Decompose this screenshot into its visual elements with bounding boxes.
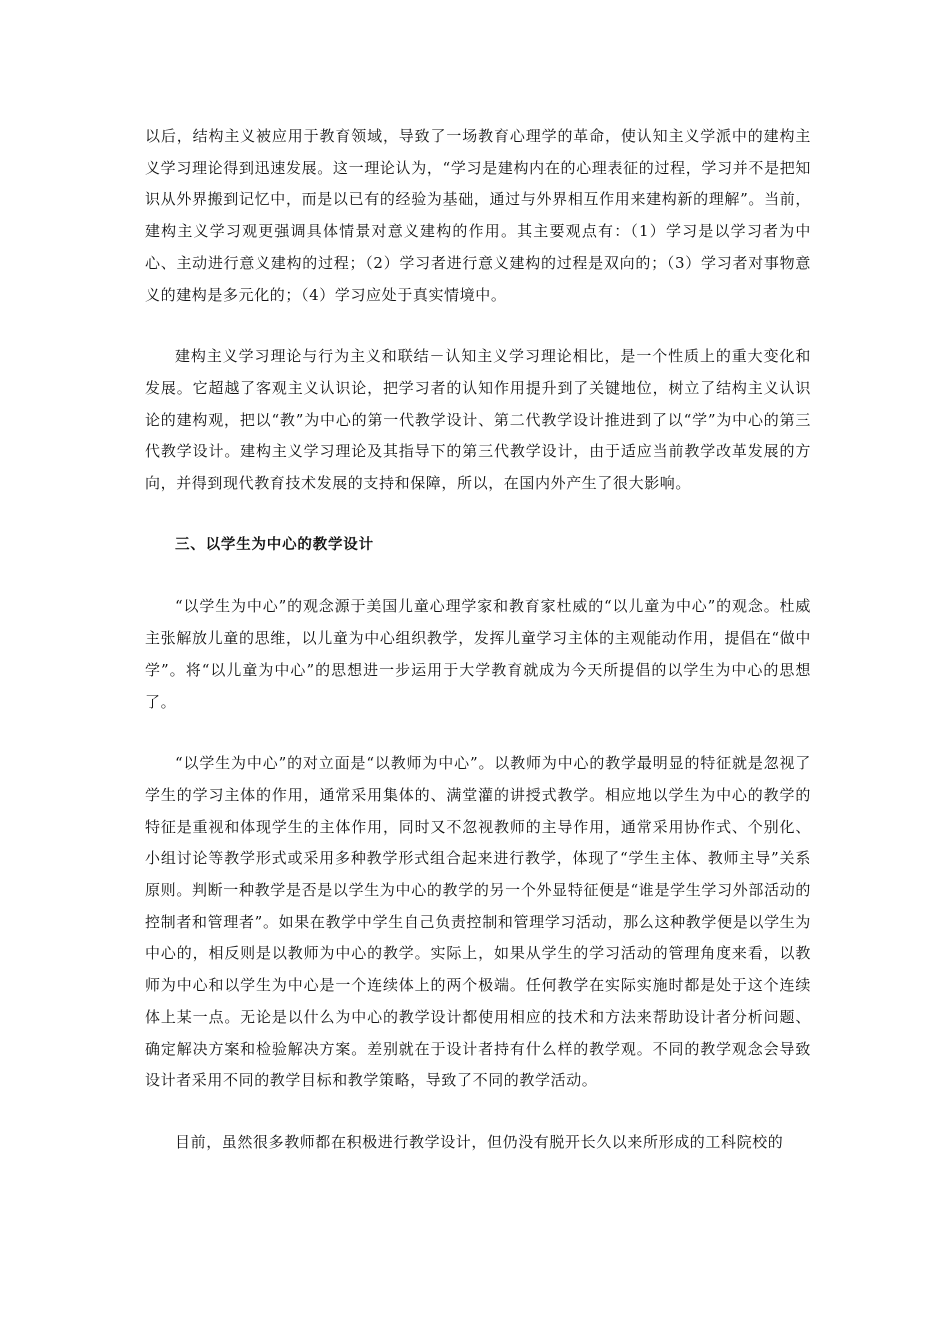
paragraph-current-situation: 目前，虽然很多教师都在积极进行教学设计，但仍没有脱开长久以来所形成的工科院校的 xyxy=(175,1132,784,1151)
document-body xyxy=(145,121,811,1189)
paragraph-teacher-vs-student-centered: “以学生为中心”的对立面是“以教师为中心”。以教师为中心的教学最明显的特征就是忽视了学生的学习主体的作用，通常采用集体的、满堂灌的讲授式教学。相应地以学生为中心的教学的特征是重视和体现学生的主体作用，同时又不忽视教师的主导作用，通常采用协作式、个别化、小组讨论等教学形式或采用多种教学形式组合起来进行教学，体现了“学生主体、教师主导”关系原则。判断一种教学是否是以学生为中心的教学的另一个外显特征便是“谁是学生学习外部活动的控制者和管理者”。如果在教学中学生自己负责控制和管理学习活动，那么这种教学便是以学生为中心的，相反则是以教师为中心的教学。实际上，如果从学生的学习活动的管理角度来看，以教师为中心和以学生为中心是一个连续体上的两个极端。任何教学在实际实施时都是处于这个连续体上某一点。无论是以什么为中心的教学设计都使用相应的技术和方法来帮助设计者分析问题、确定解决方案和检验解决方案。差别就在于设计者持有什么样的教学观。不同的教学观念会导致设计者采用不同的教学目标和教学策略，导致了不同的教学活动。 xyxy=(145,754,811,1090)
paragraph-student-centered-origin: “以学生为中心”的观念源于美国儿童心理学家和教育家杜威的“以儿童为中心”的观念。杜威主张解放儿童的思维，以儿童为中心组织教学，发挥儿童学习主体的主观能动作用，提倡在“做中学”。将“以儿童为中心”的思想进一步运用于大学教育就成为今天所提倡的以学生为中心的思想了。 xyxy=(145,597,811,711)
paragraph-constructivism-origin: 以后，结构主义被应用于教育领域，导致了一场教育心理学的革命，使认知主义学派中的建构主义学习理论得到迅速发展。这一理论认为，“学习是建构内在的心理表征的过程，学习并不是把知识从外界搬到记忆中，而是以已有的经验为基础，通过与外界相互作用来建构新的理解”。当前，建构主义学习观更强调具体情景对意义建构的作用。其主要观点有：（1）学习是以学习者为中心、主动进行意义建构的过程；（2）学习者进行意义建构的过程是双向的；（3）学习者对事物意义的建构是多元化的；（4）学习应处于真实情境中。 xyxy=(145,127,811,304)
paragraph-constructivism-comparison: 建构主义学习理论与行为主义和联结－认知主义学习理论相比，是一个性质上的重大变化和发展。它超越了客观主义认识论，把学习者的认知作用提升到了关键地位，树立了结构主义认识论的建构观，把以“教”为中心的第一代教学设计、第二代教学设计推进到了以“学”为中心的第三代教学设计。建构主义学习理论及其指导下的第三代教学设计，由于适应当前教学改革发展的方向，并得到现代教育技术发展的支持和保障，所以，在国内外产生了很大影响。 xyxy=(145,347,811,493)
section-heading: 三、以学生为中心的教学设计 xyxy=(175,536,374,553)
